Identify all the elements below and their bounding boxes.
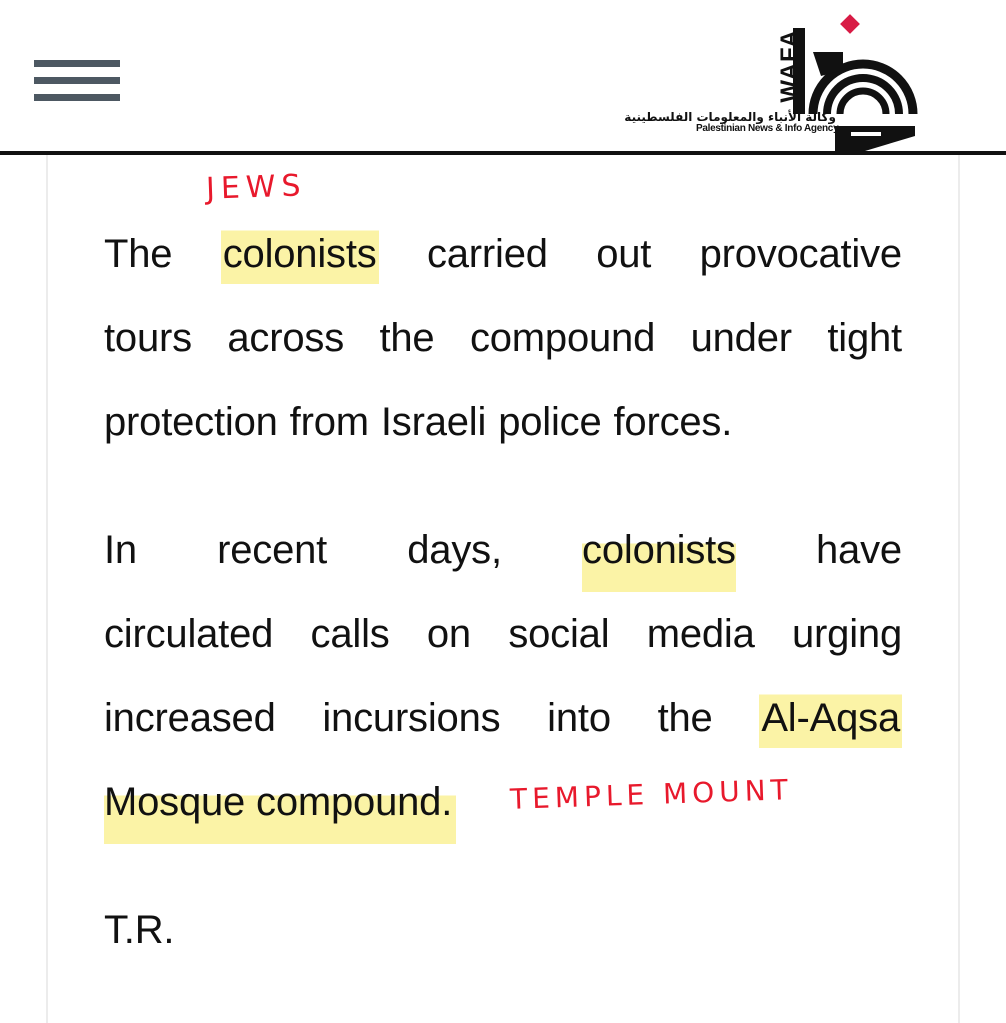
highlighted-word: [104, 760, 456, 844]
word: In: [104, 528, 137, 572]
word: circulated: [104, 612, 274, 656]
handwritten-annotation: TEMPLE MOUNT: [509, 773, 794, 816]
text-line: [104, 888, 902, 972]
word: urging: [792, 612, 902, 656]
site-header: [0, 0, 1006, 152]
word: protection: [104, 400, 278, 444]
highlighted-word: colonists: [582, 508, 736, 592]
content-border-right: [958, 155, 960, 1023]
word: on: [426, 612, 471, 656]
word: police: [498, 400, 602, 444]
menu-bar: [34, 94, 120, 101]
word: carried: [426, 232, 548, 276]
word: social: [508, 612, 610, 656]
logo-wordmark: WAFA: [776, 29, 803, 103]
word: forces.: [613, 400, 733, 444]
word: the: [657, 696, 713, 740]
word: The: [104, 232, 173, 276]
word: calls: [310, 612, 390, 656]
word: compound.: [256, 780, 453, 824]
logo-arabic-tagline: وكالة الأنباء والمعلومات الفلسطينية: [624, 110, 836, 124]
highlighted-word: Al-Aqsa: [759, 676, 902, 760]
word: out: [596, 232, 652, 276]
paragraph: [104, 212, 902, 464]
handwritten-annotation: JEWS: [205, 168, 308, 207]
word: tours: [104, 316, 192, 360]
word: recent: [217, 528, 328, 572]
text-line: [104, 508, 902, 592]
word: incursions: [322, 696, 501, 740]
logo-english-tagline: Palestinian News & Info Agency: [696, 123, 839, 134]
word: into: [547, 696, 611, 740]
word: days,: [407, 528, 502, 572]
word: from: [289, 400, 369, 444]
content-border-left: [46, 155, 48, 1023]
menu-bar: [34, 77, 120, 84]
word: tight: [827, 316, 902, 360]
word: Mosque: [104, 780, 246, 824]
wafa-logo[interactable]: [624, 14, 919, 152]
word: have: [816, 528, 902, 572]
highlighted-word: colonists: [221, 212, 379, 296]
paragraph: [104, 888, 902, 972]
word: media: [646, 612, 755, 656]
word: Israeli: [380, 400, 487, 444]
menu-bar: [34, 60, 120, 67]
word: increased: [104, 696, 276, 740]
hamburger-menu-icon[interactable]: [34, 60, 120, 104]
text-line: [104, 760, 902, 844]
word: provocative: [699, 232, 902, 276]
header-divider: [0, 151, 1006, 155]
paragraph: [104, 508, 902, 844]
word: across: [227, 316, 345, 360]
text-line: [104, 380, 902, 464]
text-line: [104, 212, 902, 296]
word: compound: [469, 316, 656, 360]
word: under: [690, 316, 792, 360]
text-line: [104, 592, 902, 676]
article-signoff: T.R.: [104, 908, 175, 952]
text-line: [104, 676, 902, 760]
word: the: [379, 316, 435, 360]
text-line: [104, 296, 902, 380]
